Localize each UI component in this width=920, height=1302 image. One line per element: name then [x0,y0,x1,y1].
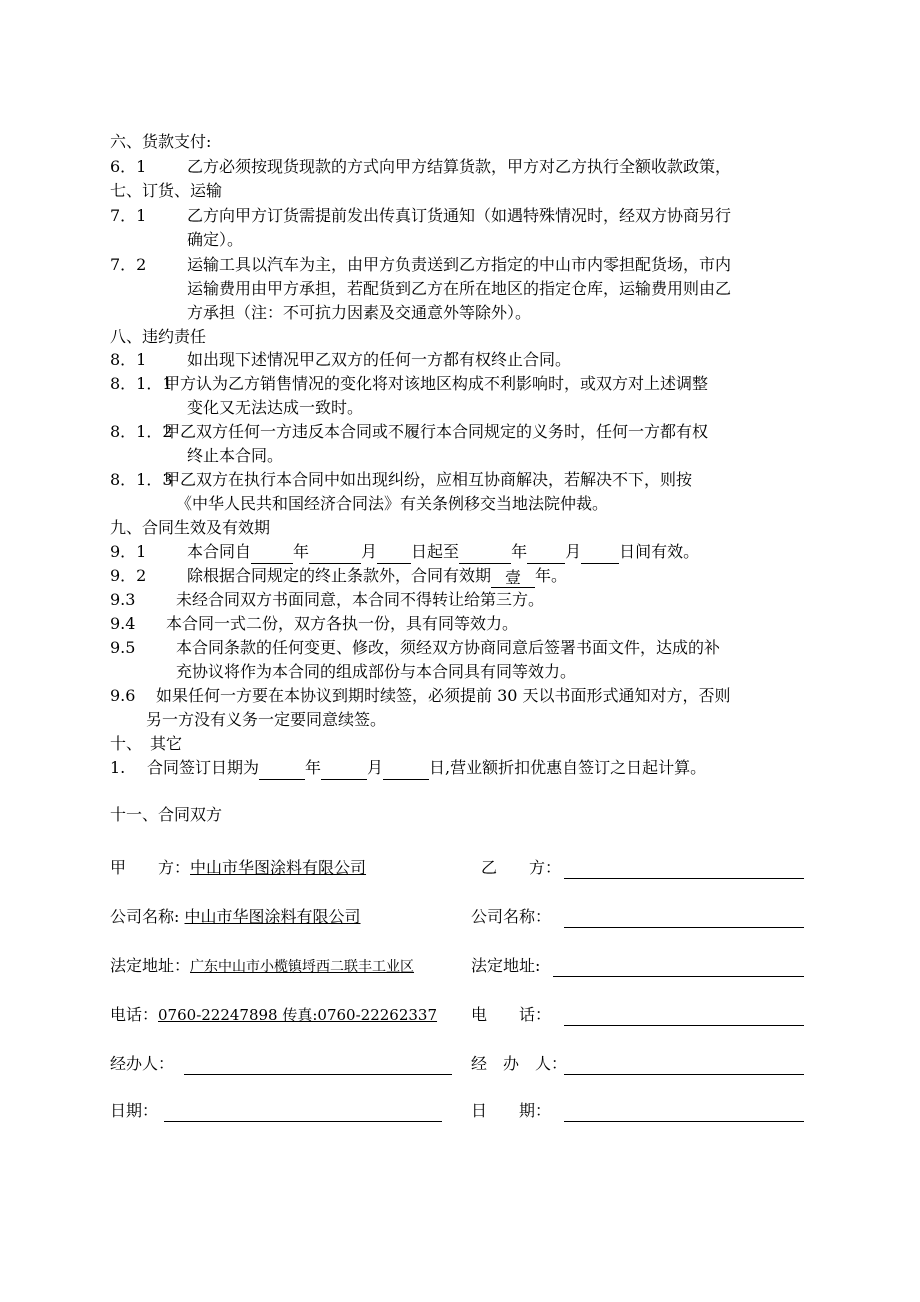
clause-6-1: 6．1 乙方必须按现货现款的方式向甲方结算货款，甲方对乙方执行全额收款政策， [110,157,732,176]
party-a-label: 甲 方： [110,858,191,877]
clause-9-3: 9.3 未经合同双方书面同意，本合同不得转让给第三方。 [110,590,545,609]
party-a-address-value: 广东中山市小榄镇埒西二联丰工业区 [190,959,415,975]
clause-8-1-1-cont: 变化又无法达成一致时。 [187,398,364,417]
party-b-label: 乙 方： [481,858,562,877]
clause-8-1-1: 8．1．1 甲方认为乙方销售情况的变化将对该地区构成不利影响时，或双方对上述调整 [110,374,709,393]
clause-9-6-cont: 另一方没有义务一定要同意续签。 [146,710,387,729]
clause-7-2: 7．2 运输工具以汽车为主，由甲方负责送到乙方指定的中山市内零担配货场，市内 [110,255,732,274]
clause-7-1-cont: 确定）。 [187,230,244,249]
party-a-company-value: 中山市华图涂料有限公司 [184,907,361,926]
party-b-address-line[interactable] [553,975,804,977]
section-6-title: 六、货款支付: [110,132,212,151]
clause-9-4: 9.4 本合同一式二份，双方各执一份，具有同等效力。 [110,614,519,633]
clause-8-1-2: 8．1．2 甲乙双方任何一方违反本合同或不履行本合同规定的义务时，任何一方都有权 [110,422,709,441]
party-b-company-line[interactable] [564,926,804,928]
party-a-phone-row [110,1002,437,1028]
party-b-phone-line[interactable] [564,1024,804,1026]
party-b-company-label: 公司名称： [471,907,552,926]
clause-10-1: 1. 合同签订日期为 年 月 日,营业额折扣优惠自签订之日起计算。 [110,756,820,780]
section-11-title: 十一、合同双方 [110,805,223,824]
clause-9-6: 9.6 如果任何一方要在本协议到期时续签，必须提前 30 天以书面形式通知对方，否则 [110,686,731,705]
clause-7-2-cont-2: 方承担（注：不可抗力因素及交通意外等除外）。 [187,303,532,322]
party-b-address-label: 法定地址: [471,956,541,975]
clause-8-1: 8．1 如出现下述情况甲乙双方的任何一方都有权终止合同。 [110,350,572,369]
party-b-agent-line[interactable] [564,1073,804,1075]
party-a-date-line[interactable] [164,1120,442,1122]
end-year-blank[interactable] [459,545,511,564]
section-10-title: 十、 其它 [110,734,183,753]
clause-7-2-cont-1: 运输费用由甲方承担，若配货到乙方在所在地区的指定仓库，运输费用则由乙 [187,279,732,298]
sign-year-blank[interactable] [259,761,305,780]
clause-9-2: 9．2 除根据合同规定的终止条款外，合同有效期 壹 年。 [110,566,568,587]
party-b-date-line[interactable] [564,1120,804,1122]
party-a-company-label: 公司名称: [110,907,180,926]
clause-9-5: 9.5 本合同条款的任何变更、修改，须经双方协商同意后签署书面文件，达成的补 [110,638,721,657]
section-9-title: 九、合同生效及有效期 [110,518,271,537]
clause-8-1-3: 8．1．3 甲乙双方在执行本合同中如出现纠纷，应相互协商解决，若解决不下，则按 [110,470,693,489]
party-a-row [110,855,366,881]
clause-8-1-3-cont: 《中华人民共和国经济合同法》有关条例移交当地法院仲裁。 [176,494,609,513]
party-a-agent-line[interactable] [184,1073,452,1075]
validity-years-blank[interactable]: 壹 [491,569,535,588]
sign-month-blank[interactable] [321,761,367,780]
start-year-blank[interactable] [251,545,293,564]
party-a-company-row [110,904,361,930]
clause-9-5-cont: 充协议将作为本合同的组成部份与本合同具有同等效力。 [176,662,577,681]
section-8-title: 八、违约责任 [110,327,207,346]
clause-8-1-2-cont: 终止本合同。 [187,446,284,465]
end-day-blank[interactable] [581,545,619,564]
clause-9-1: 9．1 本合同自 年 月 日起至 年 月 日间有效。 [110,540,820,564]
start-month-blank[interactable] [309,545,361,564]
party-a-phone-label: 电话： [110,1005,159,1024]
party-b-agent-label: 经 办 人： [471,1054,568,1073]
sign-day-blank[interactable] [383,761,429,780]
start-day-blank[interactable] [377,545,411,564]
party-a-agent-label: 经办人： [110,1054,175,1073]
party-a-date-label: 日期： [110,1101,159,1120]
section-7-title: 七、订货、运输 [110,181,223,200]
party-b-line[interactable] [564,877,804,879]
party-a-address-label: 法定地址： [110,956,191,975]
party-b-phone-label: 电 话： [471,1005,552,1024]
party-a-phone-value: 0760-22247898 传真:0760-22262337 [158,1006,438,1024]
clause-7-1: 7．1 乙方向甲方订货需提前发出传真订货通知（如遇特殊情况时，经双方协商另行 [110,206,732,225]
party-a-address-row [110,953,414,979]
party-b-date-label: 日 期： [471,1101,552,1120]
party-a-value: 中山市华图涂料有限公司 [190,858,367,877]
end-month-blank[interactable] [527,545,565,564]
